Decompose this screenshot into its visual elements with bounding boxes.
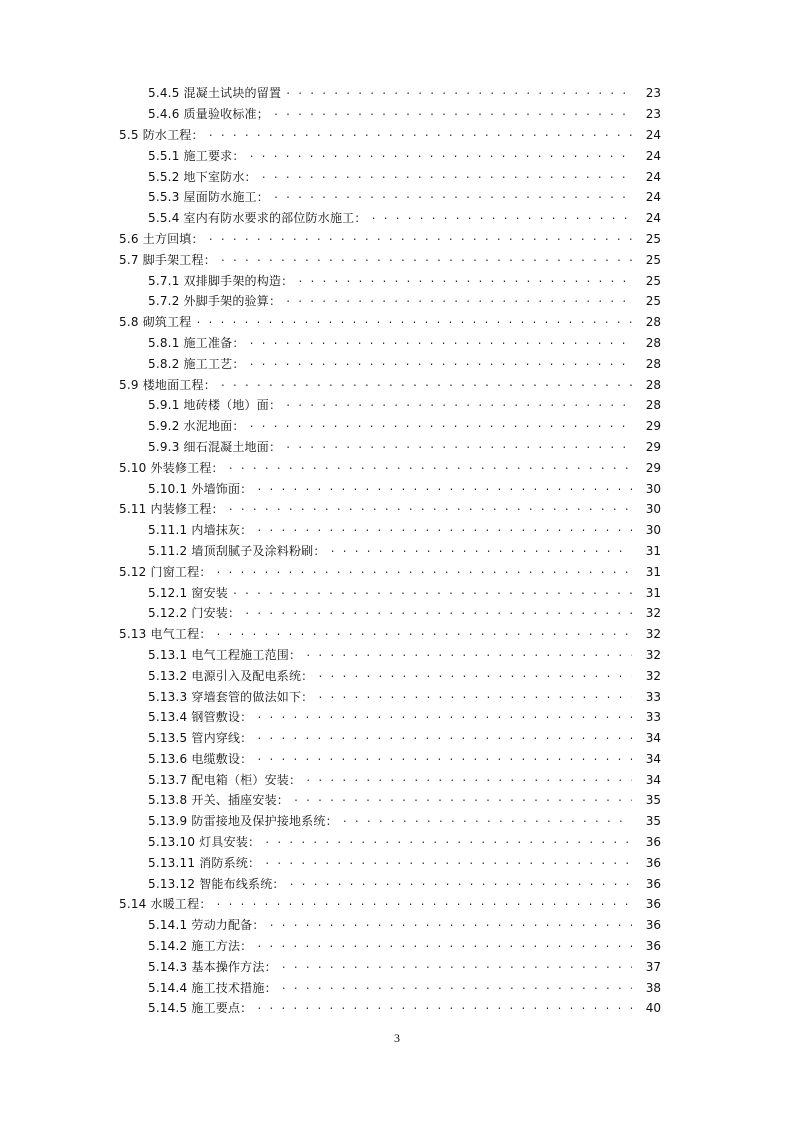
- toc-entry[interactable]: [0, 707, 794, 728]
- toc-entry[interactable]: [0, 145, 794, 166]
- toc-entry-page-number: 36: [645, 918, 661, 933]
- dot-leader: [264, 856, 632, 870]
- toc-entry-page-number: 31: [645, 543, 661, 558]
- toc-entry[interactable]: [0, 728, 794, 749]
- toc-entry[interactable]: [0, 270, 794, 291]
- toc-entry-page-number: 25: [645, 294, 661, 309]
- dot-leader: [342, 814, 632, 828]
- toc-entry[interactable]: [0, 83, 794, 104]
- dot-leader: [256, 482, 632, 496]
- toc-entry-page-number: 30: [645, 481, 661, 496]
- toc-entry-page-number: 35: [645, 814, 661, 829]
- toc-entry-page-number: 33: [645, 689, 661, 704]
- toc-entry[interactable]: [0, 312, 794, 333]
- toc-entry[interactable]: [0, 353, 794, 374]
- toc-entry[interactable]: [0, 582, 794, 603]
- toc-entry-title: 5.14 水暖工程：: [119, 897, 212, 912]
- toc-entry-title: 5.13.9 防雷接地及保护接地系统：: [148, 814, 338, 829]
- toc-entry-page-number: 32: [645, 647, 661, 662]
- toc-entry[interactable]: [0, 125, 794, 146]
- toc-entry-title: 5.11.1 内墙抹灰：: [148, 523, 253, 538]
- toc-entry-page-number: 30: [645, 523, 661, 538]
- toc-entry-title: 5.13.6 电缆敷设：: [148, 751, 253, 766]
- dot-leader: [249, 419, 632, 433]
- toc-entry[interactable]: [0, 249, 794, 270]
- toc-entry-title: 5.13.10 灯具安装：: [148, 835, 261, 850]
- toc-entry[interactable]: [0, 956, 794, 977]
- toc-entry-title: 5.14.5 施工要点：: [148, 1001, 253, 1016]
- toc-entry[interactable]: [0, 561, 794, 582]
- dot-leader: [273, 190, 632, 204]
- dot-leader: [256, 1001, 632, 1015]
- toc-entry-title: 5.8 砌筑工程: [119, 315, 192, 330]
- toc-entry[interactable]: [0, 749, 794, 770]
- toc-entry[interactable]: [0, 624, 794, 645]
- toc-entry-title: 5.12.2 门安装：: [148, 606, 241, 621]
- toc-entry[interactable]: [0, 873, 794, 894]
- toc-entry-title: 5.7.2 外脚手架的验算：: [148, 294, 282, 309]
- toc-entry-title: 5.5.4 室内有防水要求的部位防水施工：: [148, 211, 367, 226]
- toc-entry-title: 5.5.2 地下室防水：: [148, 169, 257, 184]
- toc-entry[interactable]: [0, 603, 794, 624]
- toc-entry[interactable]: [0, 541, 794, 562]
- toc-entry[interactable]: [0, 520, 794, 541]
- dot-leader: [216, 897, 632, 911]
- dot-leader: [228, 461, 632, 475]
- toc-entry-page-number: 32: [645, 606, 661, 621]
- toc-entry-page-number: 29: [645, 419, 661, 434]
- dot-leader: [256, 523, 632, 537]
- toc-entry-page-number: 32: [645, 668, 661, 683]
- toc-entry-page-number: 36: [645, 835, 661, 850]
- toc-entry-page-number: 23: [645, 107, 661, 122]
- dot-leader: [293, 793, 632, 807]
- toc-entry-page-number: 32: [645, 627, 661, 642]
- dot-leader: [371, 211, 632, 225]
- toc-entry-title: 5.10.1 外墙饰面：: [148, 481, 253, 496]
- toc-entry-page-number: 24: [645, 148, 661, 163]
- toc-entry-title: 5.7 脚手架工程：: [119, 252, 216, 267]
- dot-leader: [285, 440, 632, 454]
- toc-entry-page-number: 40: [645, 1001, 661, 1016]
- toc-entry-page-number: 28: [645, 377, 661, 392]
- toc-entry-title: 5.6 土方回填：: [119, 231, 204, 246]
- toc-entry-title: 5.4.5 混凝土试块的留置: [148, 86, 282, 101]
- dot-leader: [289, 877, 632, 891]
- toc-entry-title: 5.11 内装修工程：: [119, 502, 224, 517]
- dot-leader: [249, 336, 632, 350]
- dot-leader: [317, 690, 632, 704]
- dot-leader: [232, 586, 632, 600]
- dot-leader: [249, 149, 632, 163]
- toc-entry-title: 5.13.4 钢管敷设：: [148, 710, 253, 725]
- toc-entry-title: 5.5.1 施工要求：: [148, 148, 245, 163]
- toc-entry-page-number: 31: [645, 564, 661, 579]
- dot-leader: [261, 170, 632, 184]
- toc-entry[interactable]: [0, 291, 794, 312]
- toc-entry-page-number: 36: [645, 939, 661, 954]
- toc-entry[interactable]: [0, 645, 794, 666]
- toc-entry[interactable]: [0, 166, 794, 187]
- dot-leader: [273, 107, 632, 121]
- toc-entry-page-number: 29: [645, 439, 661, 454]
- toc-entry-page-number: 23: [645, 86, 661, 101]
- toc-entry-title: 5.9.3 细石混凝土地面：: [148, 439, 282, 454]
- toc-entry-page-number: 37: [645, 959, 661, 974]
- table-of-contents: [0, 83, 794, 1019]
- toc-entry[interactable]: [0, 416, 794, 437]
- toc-entry[interactable]: [0, 395, 794, 416]
- toc-entry-page-number: 38: [645, 980, 661, 995]
- toc-entry-title: 5.4.6 质量验收标准；: [148, 107, 269, 122]
- dot-leader: [208, 232, 632, 246]
- toc-entry-page-number: 25: [645, 273, 661, 288]
- toc-entry-title: 5.13.2 电源引入及配电系统：: [148, 668, 314, 683]
- toc-entry-page-number: 35: [645, 793, 661, 808]
- toc-entry[interactable]: [0, 104, 794, 125]
- dot-leader: [297, 274, 632, 288]
- dot-leader: [264, 835, 632, 849]
- toc-entry-title: 5.9.2 水泥地面：: [148, 419, 245, 434]
- toc-entry[interactable]: [0, 832, 794, 853]
- toc-entry[interactable]: [0, 686, 794, 707]
- toc-entry-title: 5.13.8 开关、插座安装：: [148, 793, 289, 808]
- toc-entry[interactable]: [0, 478, 794, 499]
- dot-leader: [208, 128, 632, 142]
- toc-entry-page-number: 31: [645, 585, 661, 600]
- toc-entry[interactable]: [0, 499, 794, 520]
- dot-leader: [249, 357, 632, 371]
- toc-entry-title: 5.12.1 窗安装: [148, 585, 228, 600]
- toc-entry-page-number: 24: [645, 211, 661, 226]
- toc-entry-page-number: 30: [645, 502, 661, 517]
- toc-entry-title: 5.13.12 智能布线系统：: [148, 876, 285, 891]
- toc-entry-title: 5.9 楼地面工程：: [119, 377, 216, 392]
- toc-entry[interactable]: [0, 769, 794, 790]
- toc-entry[interactable]: [0, 333, 794, 354]
- dot-leader: [330, 544, 632, 558]
- dot-leader: [256, 752, 632, 766]
- dot-leader: [220, 378, 632, 392]
- toc-entry-page-number: 36: [645, 897, 661, 912]
- toc-entry-title: 5.13.11 消防系统：: [148, 855, 261, 870]
- toc-entry-page-number: 28: [645, 356, 661, 371]
- dot-leader: [256, 939, 632, 953]
- toc-entry[interactable]: [0, 998, 794, 1019]
- toc-entry-page-number: 28: [645, 315, 661, 330]
- toc-entry[interactable]: [0, 229, 794, 250]
- toc-entry-title: 5.14.2 施工方法：: [148, 939, 253, 954]
- dot-leader: [285, 294, 632, 308]
- dot-leader: [244, 606, 632, 620]
- dot-leader: [285, 398, 632, 412]
- toc-entry-title: 5.7.1 双排脚手架的构造：: [148, 273, 294, 288]
- toc-entry-title: 5.5.3 屋面防水施工：: [148, 190, 269, 205]
- toc-entry-page-number: 24: [645, 127, 661, 142]
- toc-entry-title: 5.11.2 墙顶刮腻子及涂料粉刷：: [148, 543, 326, 558]
- dot-leader: [216, 565, 632, 579]
- dot-leader: [305, 648, 632, 662]
- toc-entry-page-number: 34: [645, 772, 661, 787]
- toc-entry-title: 5.13.7 配电箱（柜）安装：: [148, 772, 302, 787]
- toc-entry-page-number: 24: [645, 169, 661, 184]
- toc-entry-page-number: 29: [645, 460, 661, 475]
- toc-entry[interactable]: [0, 915, 794, 936]
- dot-leader: [196, 315, 633, 329]
- toc-entry[interactable]: [0, 457, 794, 478]
- toc-entry-title: 5.13 电气工程：: [119, 627, 212, 642]
- toc-entry-page-number: 36: [645, 876, 661, 891]
- toc-entry-title: 5.13.1 电气工程施工范围：: [148, 647, 302, 662]
- toc-entry-page-number: 25: [645, 231, 661, 246]
- toc-entry[interactable]: [0, 790, 794, 811]
- toc-entry-title: 5.8.1 施工准备：: [148, 335, 245, 350]
- toc-entry[interactable]: [0, 437, 794, 458]
- page-number: 3: [394, 1031, 400, 1045]
- toc-entry-title: 5.14.3 基本操作方法：: [148, 959, 277, 974]
- dot-leader: [220, 253, 632, 267]
- toc-entry[interactable]: [0, 208, 794, 229]
- toc-entry[interactable]: [0, 894, 794, 915]
- toc-entry-title: 5.8.2 施工工艺：: [148, 356, 245, 371]
- toc-entry[interactable]: [0, 977, 794, 998]
- dot-leader: [281, 981, 632, 995]
- dot-leader: [228, 502, 632, 516]
- toc-entry-page-number: 24: [645, 190, 661, 205]
- toc-entry[interactable]: [0, 187, 794, 208]
- toc-entry-page-number: 25: [645, 252, 661, 267]
- dot-leader: [281, 960, 632, 974]
- toc-entry[interactable]: [0, 852, 794, 873]
- dot-leader: [216, 627, 632, 641]
- toc-entry-page-number: 34: [645, 731, 661, 746]
- toc-entry-title: 5.13.5 管内穿线：: [148, 731, 253, 746]
- toc-entry-page-number: 34: [645, 751, 661, 766]
- toc-entry[interactable]: [0, 665, 794, 686]
- toc-entry-title: 5.13.3 穿墙套管的做法如下：: [148, 689, 314, 704]
- toc-entry[interactable]: [0, 811, 794, 832]
- toc-entry-title: 5.14.4 施工技术措施：: [148, 980, 277, 995]
- dot-leader: [285, 86, 632, 100]
- toc-entry-title: 5.14.1 劳动力配备：: [148, 918, 265, 933]
- toc-entry-page-number: 33: [645, 710, 661, 725]
- toc-entry-page-number: 36: [645, 855, 661, 870]
- dot-leader: [256, 731, 632, 745]
- dot-leader: [256, 710, 632, 724]
- dot-leader: [269, 918, 632, 932]
- toc-entry-title: 5.9.1 地砖楼（地）面：: [148, 398, 282, 413]
- toc-entry[interactable]: [0, 936, 794, 957]
- dot-leader: [305, 773, 632, 787]
- toc-entry-title: 5.5 防水工程：: [119, 127, 204, 142]
- toc-entry-title: 5.12 门窗工程：: [119, 564, 212, 579]
- toc-entry-page-number: 28: [645, 335, 661, 350]
- toc-entry-title: 5.10 外装修工程：: [119, 460, 224, 475]
- toc-entry[interactable]: [0, 374, 794, 395]
- dot-leader: [317, 669, 632, 683]
- toc-entry-page-number: 28: [645, 398, 661, 413]
